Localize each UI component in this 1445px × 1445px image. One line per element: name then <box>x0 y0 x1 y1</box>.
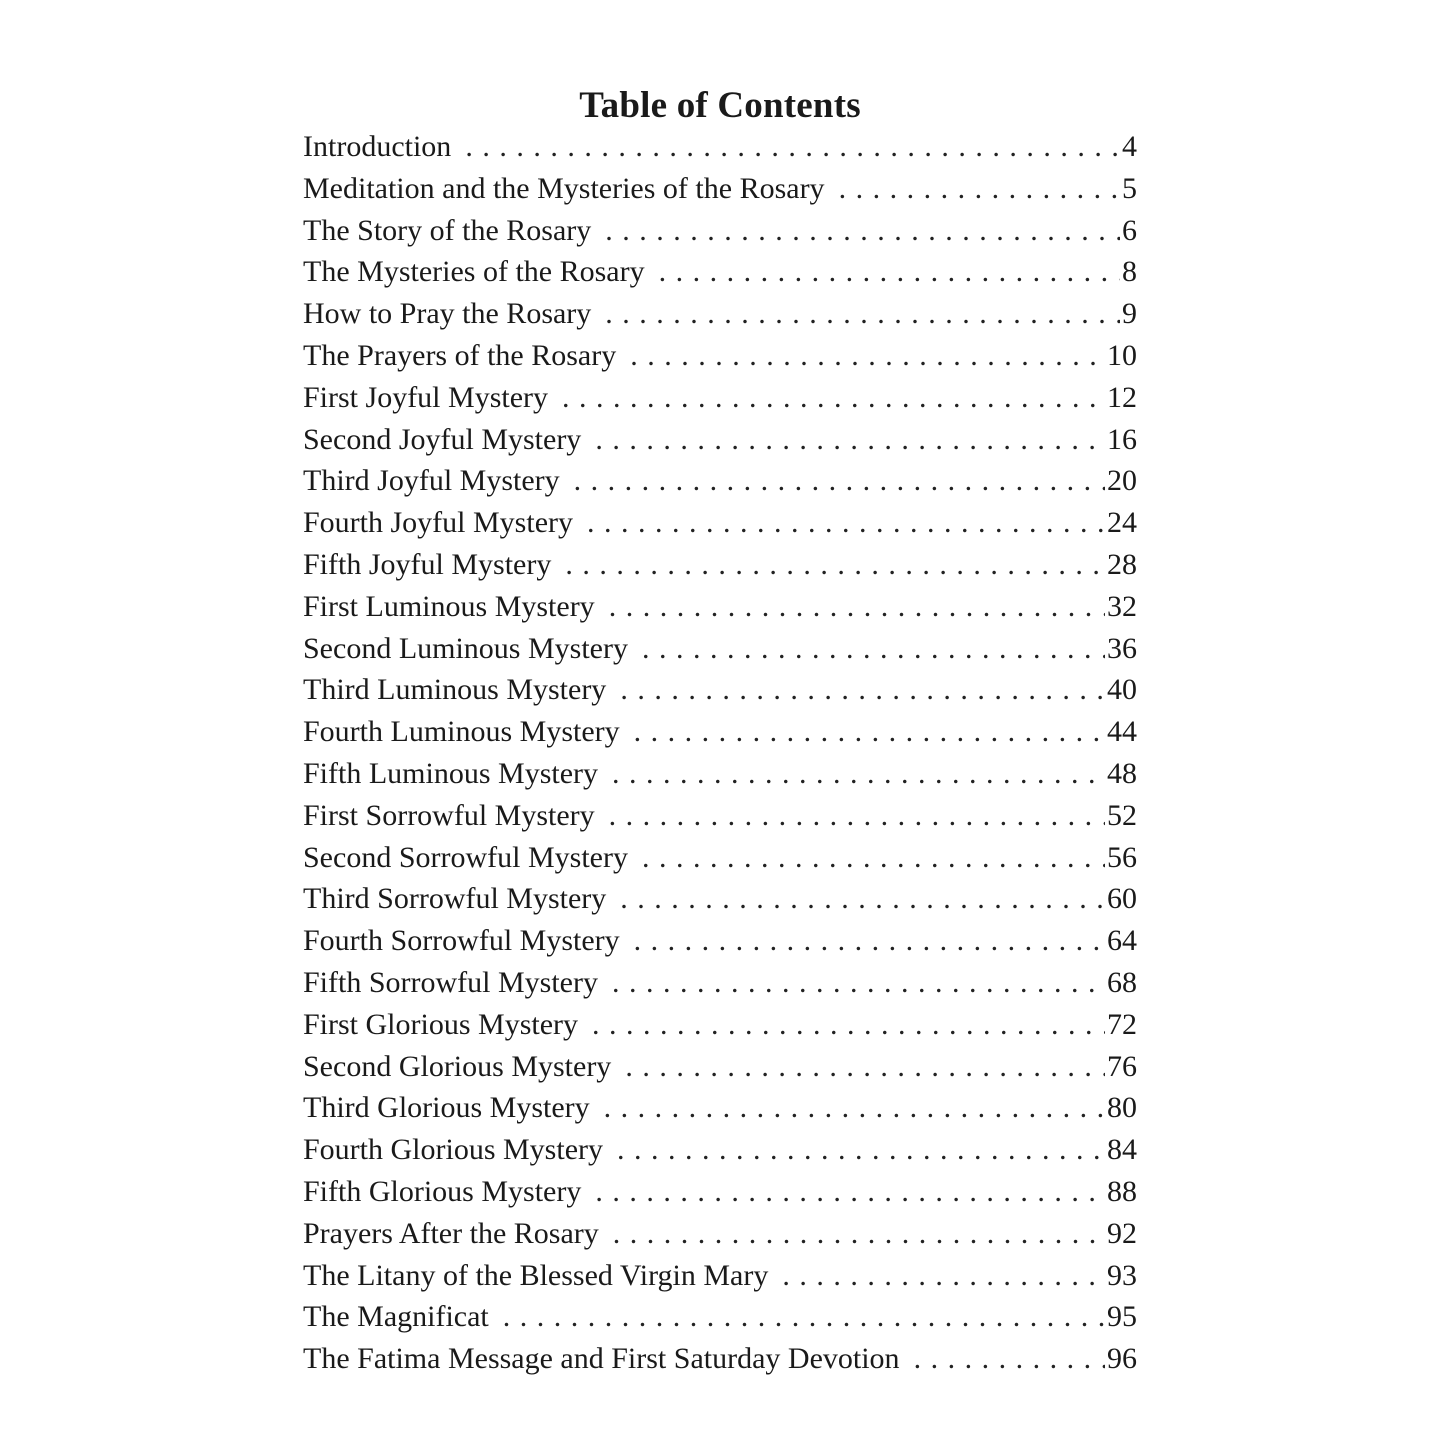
toc-entry <box>303 1217 1137 1259</box>
toc-page <box>303 82 1137 1384</box>
toc-entry-label: The Story of the Rosary <box>303 213 592 247</box>
toc-entry-page-number: 5 <box>1122 171 1137 205</box>
dot-leader <box>503 1300 1105 1334</box>
toc-entry-label: Introduction <box>303 130 452 163</box>
toc-entry <box>303 1259 1137 1301</box>
toc-entry-page-number: 93 <box>1107 1258 1137 1292</box>
dot-leader <box>634 924 1105 958</box>
toc-entry-page-number: 44 <box>1107 715 1137 749</box>
toc-entry-page-number: 28 <box>1107 547 1137 581</box>
toc-entry-page-number: 36 <box>1107 631 1137 665</box>
toc-entry-page-number: 6 <box>1122 213 1137 247</box>
dot-leader <box>630 339 1105 373</box>
dot-leader <box>612 966 1105 1000</box>
toc-entry-page-number: 80 <box>1107 1091 1137 1125</box>
toc-entry-label: Fourth Sorrowful Mystery <box>303 924 620 958</box>
dot-leader <box>620 882 1105 916</box>
dot-leader <box>605 297 1120 331</box>
dot-leader <box>659 255 1120 289</box>
dot-leader <box>612 757 1105 791</box>
toc-entry-page-number: 24 <box>1107 506 1137 540</box>
toc-entry-page-number: 76 <box>1107 1049 1137 1083</box>
toc-entry <box>303 1342 1137 1384</box>
toc-entry <box>303 297 1137 339</box>
toc-entry <box>303 255 1137 297</box>
toc-entry-page-number: 40 <box>1107 673 1137 707</box>
dot-leader <box>613 1217 1105 1251</box>
dot-leader <box>839 172 1120 206</box>
toc-entry-label: Fourth Glorious Mystery <box>303 1133 603 1167</box>
toc-entry-label: First Luminous Mystery <box>303 589 595 623</box>
dot-leader <box>592 1008 1105 1042</box>
toc-entry-page-number: 84 <box>1107 1133 1137 1167</box>
dot-leader <box>574 464 1105 498</box>
dot-leader <box>625 1050 1105 1084</box>
toc-entry-label: Meditation and the Mysteries of the Rosary <box>303 171 825 205</box>
toc-entry-label: How to Pray the Rosary <box>303 297 592 331</box>
dot-leader <box>565 548 1105 582</box>
toc-entry <box>303 1008 1137 1050</box>
dot-leader <box>782 1259 1105 1293</box>
toc-entry <box>303 757 1137 799</box>
toc-entry <box>303 924 1137 966</box>
toc-entry-label: Fifth Sorrowful Mystery <box>303 965 598 999</box>
toc-entry-page-number: 56 <box>1107 840 1137 874</box>
toc-entry <box>303 1050 1137 1092</box>
toc-entry <box>303 464 1137 506</box>
toc-entry <box>303 548 1137 590</box>
toc-entry-label: Third Joyful Mystery <box>303 464 560 498</box>
toc-entry-label: Third Sorrowful Mystery <box>303 882 607 916</box>
toc-entry <box>303 966 1137 1008</box>
dot-leader <box>595 1175 1105 1209</box>
dot-leader <box>617 1133 1105 1167</box>
toc-entry-label: Fifth Luminous Mystery <box>303 756 599 790</box>
dot-leader <box>914 1342 1105 1376</box>
toc-entry <box>303 632 1137 674</box>
toc-entry-page-number: 60 <box>1107 882 1137 916</box>
toc-entry-page-number: 72 <box>1107 1007 1137 1041</box>
toc-entry <box>303 172 1137 214</box>
toc-entry-label: The Litany of the Blessed Virgin Mary <box>303 1258 769 1292</box>
toc-entry-page-number: 8 <box>1122 255 1137 289</box>
toc-entry-label: Second Luminous Mystery <box>303 631 628 665</box>
toc-entry <box>303 506 1137 548</box>
toc-entry-label: First Glorious Mystery <box>303 1007 579 1041</box>
toc-entry-label: First Sorrowful Mystery <box>303 798 595 832</box>
toc-entry-page-number: 4 <box>1122 130 1137 163</box>
dot-leader <box>609 799 1105 833</box>
toc-entry-label: Prayers After the Rosary <box>303 1216 599 1250</box>
toc-entry-label: Fourth Joyful Mystery <box>303 506 573 540</box>
toc-entry-page-number: 32 <box>1107 589 1137 623</box>
toc-entry-page-number: 20 <box>1107 464 1137 498</box>
toc-entry <box>303 1175 1137 1217</box>
toc-entry-page-number: 88 <box>1107 1174 1137 1208</box>
dot-leader <box>620 673 1105 707</box>
toc-entry-label: First Joyful Mystery <box>303 380 549 414</box>
dot-leader <box>587 506 1105 540</box>
toc-entry-page-number: 9 <box>1122 297 1137 331</box>
toc-entry <box>303 882 1137 924</box>
toc-entry <box>303 590 1137 632</box>
dot-leader <box>562 381 1105 415</box>
toc-entry <box>303 1300 1137 1342</box>
toc-entry-label: Fifth Joyful Mystery <box>303 547 552 581</box>
toc-entry-page-number: 48 <box>1107 756 1137 790</box>
dot-leader <box>604 1091 1105 1125</box>
dot-leader <box>465 130 1120 164</box>
toc-entry <box>303 130 1137 172</box>
dot-leader <box>605 214 1120 248</box>
toc-entry <box>303 339 1137 381</box>
toc-entry-label: Third Luminous Mystery <box>303 673 607 707</box>
toc-entry-page-number: 68 <box>1107 965 1137 999</box>
toc-entry-page-number: 10 <box>1107 338 1137 372</box>
toc-entry <box>303 381 1137 423</box>
toc-entry-page-number: 52 <box>1107 798 1137 832</box>
toc-entry <box>303 673 1137 715</box>
toc-entry-page-number: 95 <box>1107 1300 1137 1334</box>
dot-leader <box>634 715 1105 749</box>
toc-entry <box>303 1133 1137 1175</box>
toc-entry-page-number: 12 <box>1107 380 1137 414</box>
toc-entry <box>303 214 1137 256</box>
toc-entry-page-number: 16 <box>1107 422 1137 456</box>
toc-entry-label: Second Glorious Mystery <box>303 1049 612 1083</box>
toc-list <box>303 130 1137 1384</box>
toc-entry-label: Fourth Luminous Mystery <box>303 715 620 749</box>
toc-entry-label: The Fatima Message and First Saturday Devotion <box>303 1342 900 1376</box>
toc-entry-page-number: 92 <box>1107 1216 1137 1250</box>
dot-leader <box>642 632 1105 666</box>
toc-entry <box>303 1091 1137 1133</box>
toc-entry-label: The Prayers of the Rosary <box>303 338 617 372</box>
toc-entry-label: Third Glorious Mystery <box>303 1091 590 1125</box>
dot-leader <box>595 423 1105 457</box>
page-title: Table of Contents <box>579 85 861 126</box>
toc-entry-label: The Magnificat <box>303 1300 489 1334</box>
toc-entry <box>303 841 1137 883</box>
toc-entry-label: Second Joyful Mystery <box>303 422 582 456</box>
dot-leader <box>609 590 1105 624</box>
toc-entry <box>303 799 1137 841</box>
dot-leader <box>642 841 1105 875</box>
toc-entry-label: Fifth Glorious Mystery <box>303 1174 582 1208</box>
toc-entry-page-number: 64 <box>1107 924 1137 958</box>
toc-entry-label: The Mysteries of the Rosary <box>303 255 645 289</box>
toc-entry-label: Second Sorrowful Mystery <box>303 840 628 874</box>
toc-entry <box>303 423 1137 465</box>
toc-entry <box>303 715 1137 757</box>
toc-entry-page-number: 96 <box>1107 1342 1137 1376</box>
